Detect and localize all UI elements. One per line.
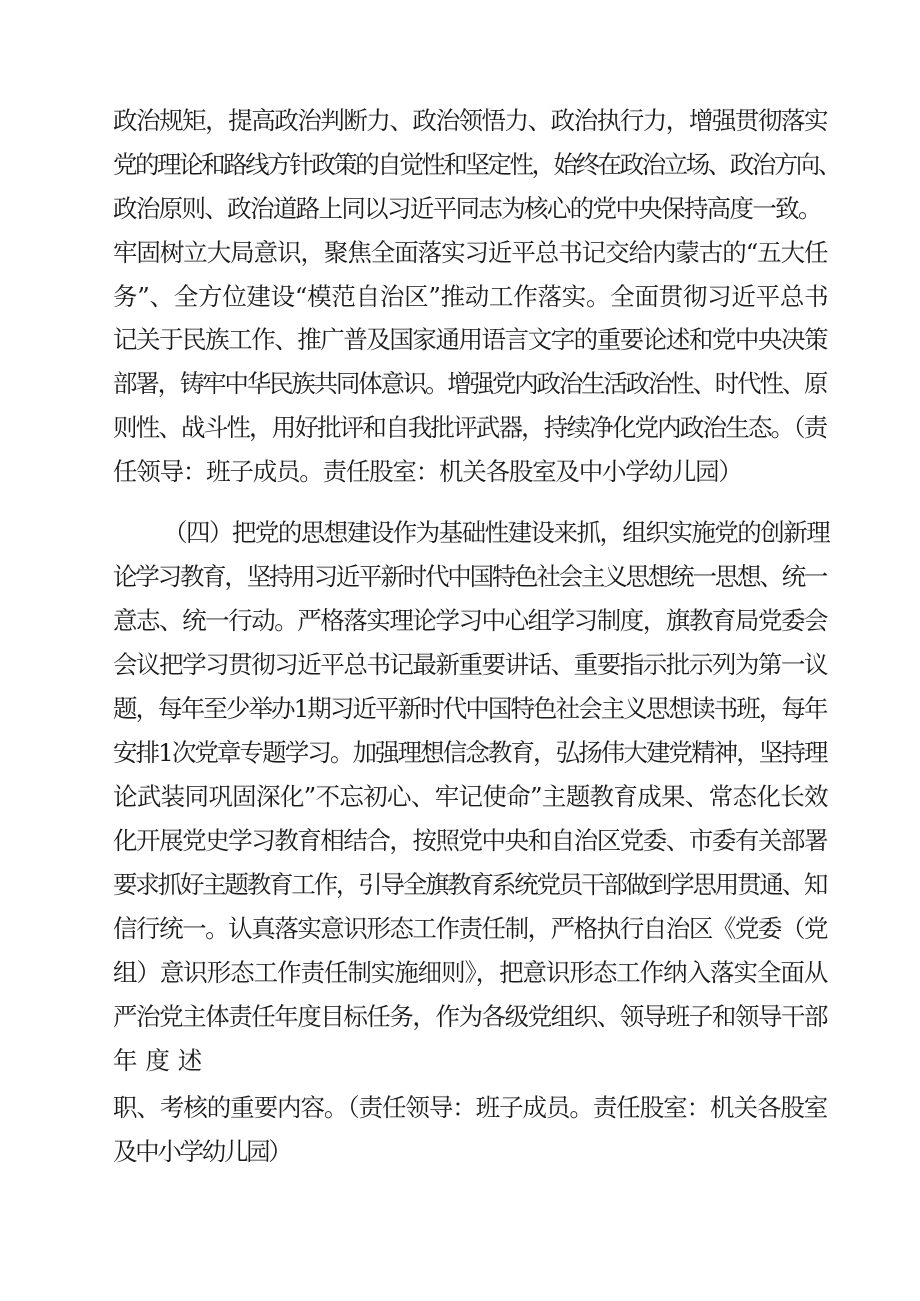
text-line: 化开展党史学习教育相结合，按照党中央和自治区党委、市委有关部署	[113, 826, 828, 855]
text-line: 严治党主体责任年度目标任务，作为各级党组织、领导班子和领导干部	[113, 1002, 828, 1031]
text-line: 会议把学习贯彻习近平总书记最新重要讲话、重要指示批示列为第一议	[113, 650, 828, 679]
text-line: 年度述	[113, 1046, 211, 1075]
text-line: 题，每年至少举办1期习近平新时代中国特色社会主义思想读书班，每年	[113, 694, 827, 723]
text-line: 要求抓好主题教育工作，引导全旗教育系统党员干部做到学思用贯通、知	[113, 870, 827, 899]
text-line: 论学习教育，坚持用习近平新时代中国特色社会主义思想统一思想、统一	[113, 562, 827, 591]
text-line: 政治原则、政治道路上同以习近平同志为核心的党中央保持高度一致。	[113, 194, 821, 223]
text-line: 信行统一。认真落实意识形态工作责任制，严格执行自治区《党委（党	[113, 914, 828, 943]
text-line: 意志、统一行动。严格落实理论学习中心组学习制度，旗教育局党委会	[113, 606, 828, 635]
text-line: 党的理论和路线方针政策的自觉性和坚定性，始终在政治立场、政治方向、	[113, 150, 840, 179]
text-line: 政治规矩，提高政治判断力、政治领悟力、政治执行力，增强贯彻落实	[113, 106, 828, 135]
text-line: 任领导：班子成员。责任股室：机关各股室及中小学幼儿园）	[113, 457, 742, 486]
text-line: 组）意识形态工作责任制实施细则》，把意识形态工作纳入落实全面从	[113, 958, 828, 987]
text-line: 记关于民族工作、推广普及国家通用语言文字的重要论述和党中央决策	[113, 325, 828, 354]
paragraph-heading-line: （四）把党的思想建设作为基础性建设来抓，组织实施党的创新理	[163, 518, 830, 547]
text-line: 安排1次党章专题学习。加强理想信念教育，弘扬伟大建党精神，坚持理	[113, 738, 827, 767]
text-line: 职、考核的重要内容。（责任领导：班子成员。责任股室：机关各股室	[113, 1093, 828, 1122]
text-line: 务”、全方位建设“模范自治区”推动工作落实。全面贯彻习近平总书	[113, 282, 829, 311]
text-line: 部署，铸牢中华民族共同体意识。增强党内政治生活政治性、时代性、原	[113, 369, 827, 398]
text-line: 牢固树立大局意识，聚焦全面落实习近平总书记交给内蒙古的“五大任	[113, 238, 828, 267]
text-line: 论武装同巩固深化”不忘初心、牢记使命”主题教育成果、常态化长效	[113, 782, 828, 811]
text-line: 及中小学幼儿园）	[113, 1137, 291, 1166]
text-line: 则性、战斗性，用好批评和自我批评武器，持续净化党内政治生态。（责	[113, 413, 827, 442]
